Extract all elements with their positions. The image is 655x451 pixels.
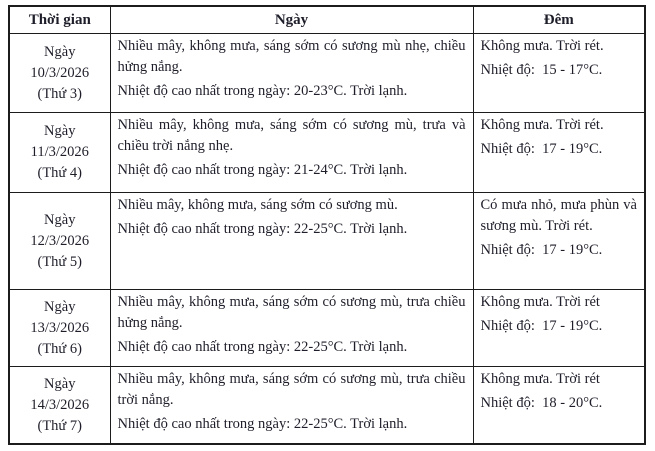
night-forecast-cell [473,290,645,367]
date-cell [9,193,110,290]
day-temperature: Nhiệt độ cao nhất trong ngày: 22-25°C. Trời lạnh. [117,416,408,432]
date-value: 13/3/2026 [30,319,90,336]
night-temperature: Nhiệt độ: 17 - 19°C. [480,141,603,157]
weekday-label: (Thứ 3) [37,85,82,102]
day-forecast-cell [110,34,473,113]
table-row [9,34,645,113]
night-temperature: Nhiệt độ: 15 - 17°C. [480,62,603,78]
day-forecast-cell [110,113,473,193]
date-cell [9,290,110,367]
day-temperature: Nhiệt độ cao nhất trong ngày: 21-24°C. Trời lạnh. [117,162,408,178]
night-temperature: Nhiệt độ: 17 - 19°C. [480,242,603,258]
date-label: Ngày [44,123,76,139]
table-row [9,113,645,193]
night-temperature: Nhiệt độ: 18 - 20°C. [480,395,603,411]
table-row [9,367,645,445]
night-description: Không mưa. Trời rét [480,371,600,387]
table-row [9,290,645,367]
day-forecast-cell [110,290,473,367]
night-description: Không mưa. Trời rét. [480,117,604,133]
date-value: 11/3/2026 [30,144,89,160]
day-description: Nhiều mây, không mưa, sáng sớm có sương mù, trưa và chiều trời nắng nhẹ. [117,117,466,154]
night-forecast-cell [473,367,645,445]
date-cell [9,113,110,193]
date-value: 14/3/2026 [30,396,90,413]
header-day: Ngày [110,6,473,34]
night-description: Không mưa. Trời rét [480,294,600,310]
night-forecast-cell [473,113,645,193]
table-row [9,193,645,290]
date-label: Ngày [44,375,76,392]
weekday-label: (Thứ 7) [37,417,82,434]
date-value: 10/3/2026 [30,64,90,81]
day-temperature: Nhiệt độ cao nhất trong ngày: 22-25°C. Trời lạnh. [117,339,408,355]
day-description: Nhiều mây, không mưa, sáng sớm có sương mù, trưa chiều hửng nắng. [117,294,466,331]
night-forecast-cell [473,193,645,290]
date-cell [9,367,110,445]
day-description: Nhiều mây, không mưa, sáng sớm có sương mù nhẹ, chiều hửng nắng. [117,38,466,75]
weekday-label: (Thứ 6) [37,340,82,357]
day-forecast-cell [110,367,473,445]
date-cell [9,34,110,113]
weather-forecast-table [8,5,646,445]
night-description: Không mưa. Trời rét. [480,38,604,54]
night-description: Có mưa nhỏ, mưa phùn và sương mù. Trời rét. [480,197,637,234]
date-label: Ngày [44,211,76,228]
day-description: Nhiều mây, không mưa, sáng sớm có sương mù, trưa chiều trời nắng. [117,371,466,408]
header-time: Thời gian [9,6,110,34]
date-value: 12/3/2026 [30,232,90,249]
day-forecast-cell [110,193,473,290]
table-header-row [9,6,645,34]
night-forecast-cell [473,34,645,113]
day-description: Nhiều mây, không mưa, sáng sớm có sương mù. [117,197,398,213]
weekday-label: (Thứ 5) [37,253,82,270]
night-temperature: Nhiệt độ: 17 - 19°C. [480,318,603,334]
day-temperature: Nhiệt độ cao nhất trong ngày: 22-25°C. Trời lạnh. [117,221,408,237]
date-label: Ngày [44,43,76,60]
day-temperature: Nhiệt độ cao nhất trong ngày: 20-23°C. Trời lạnh. [117,83,408,99]
weekday-label: (Thứ 4) [37,165,82,181]
header-night: Đêm [473,6,645,34]
date-label: Ngày [44,298,76,315]
